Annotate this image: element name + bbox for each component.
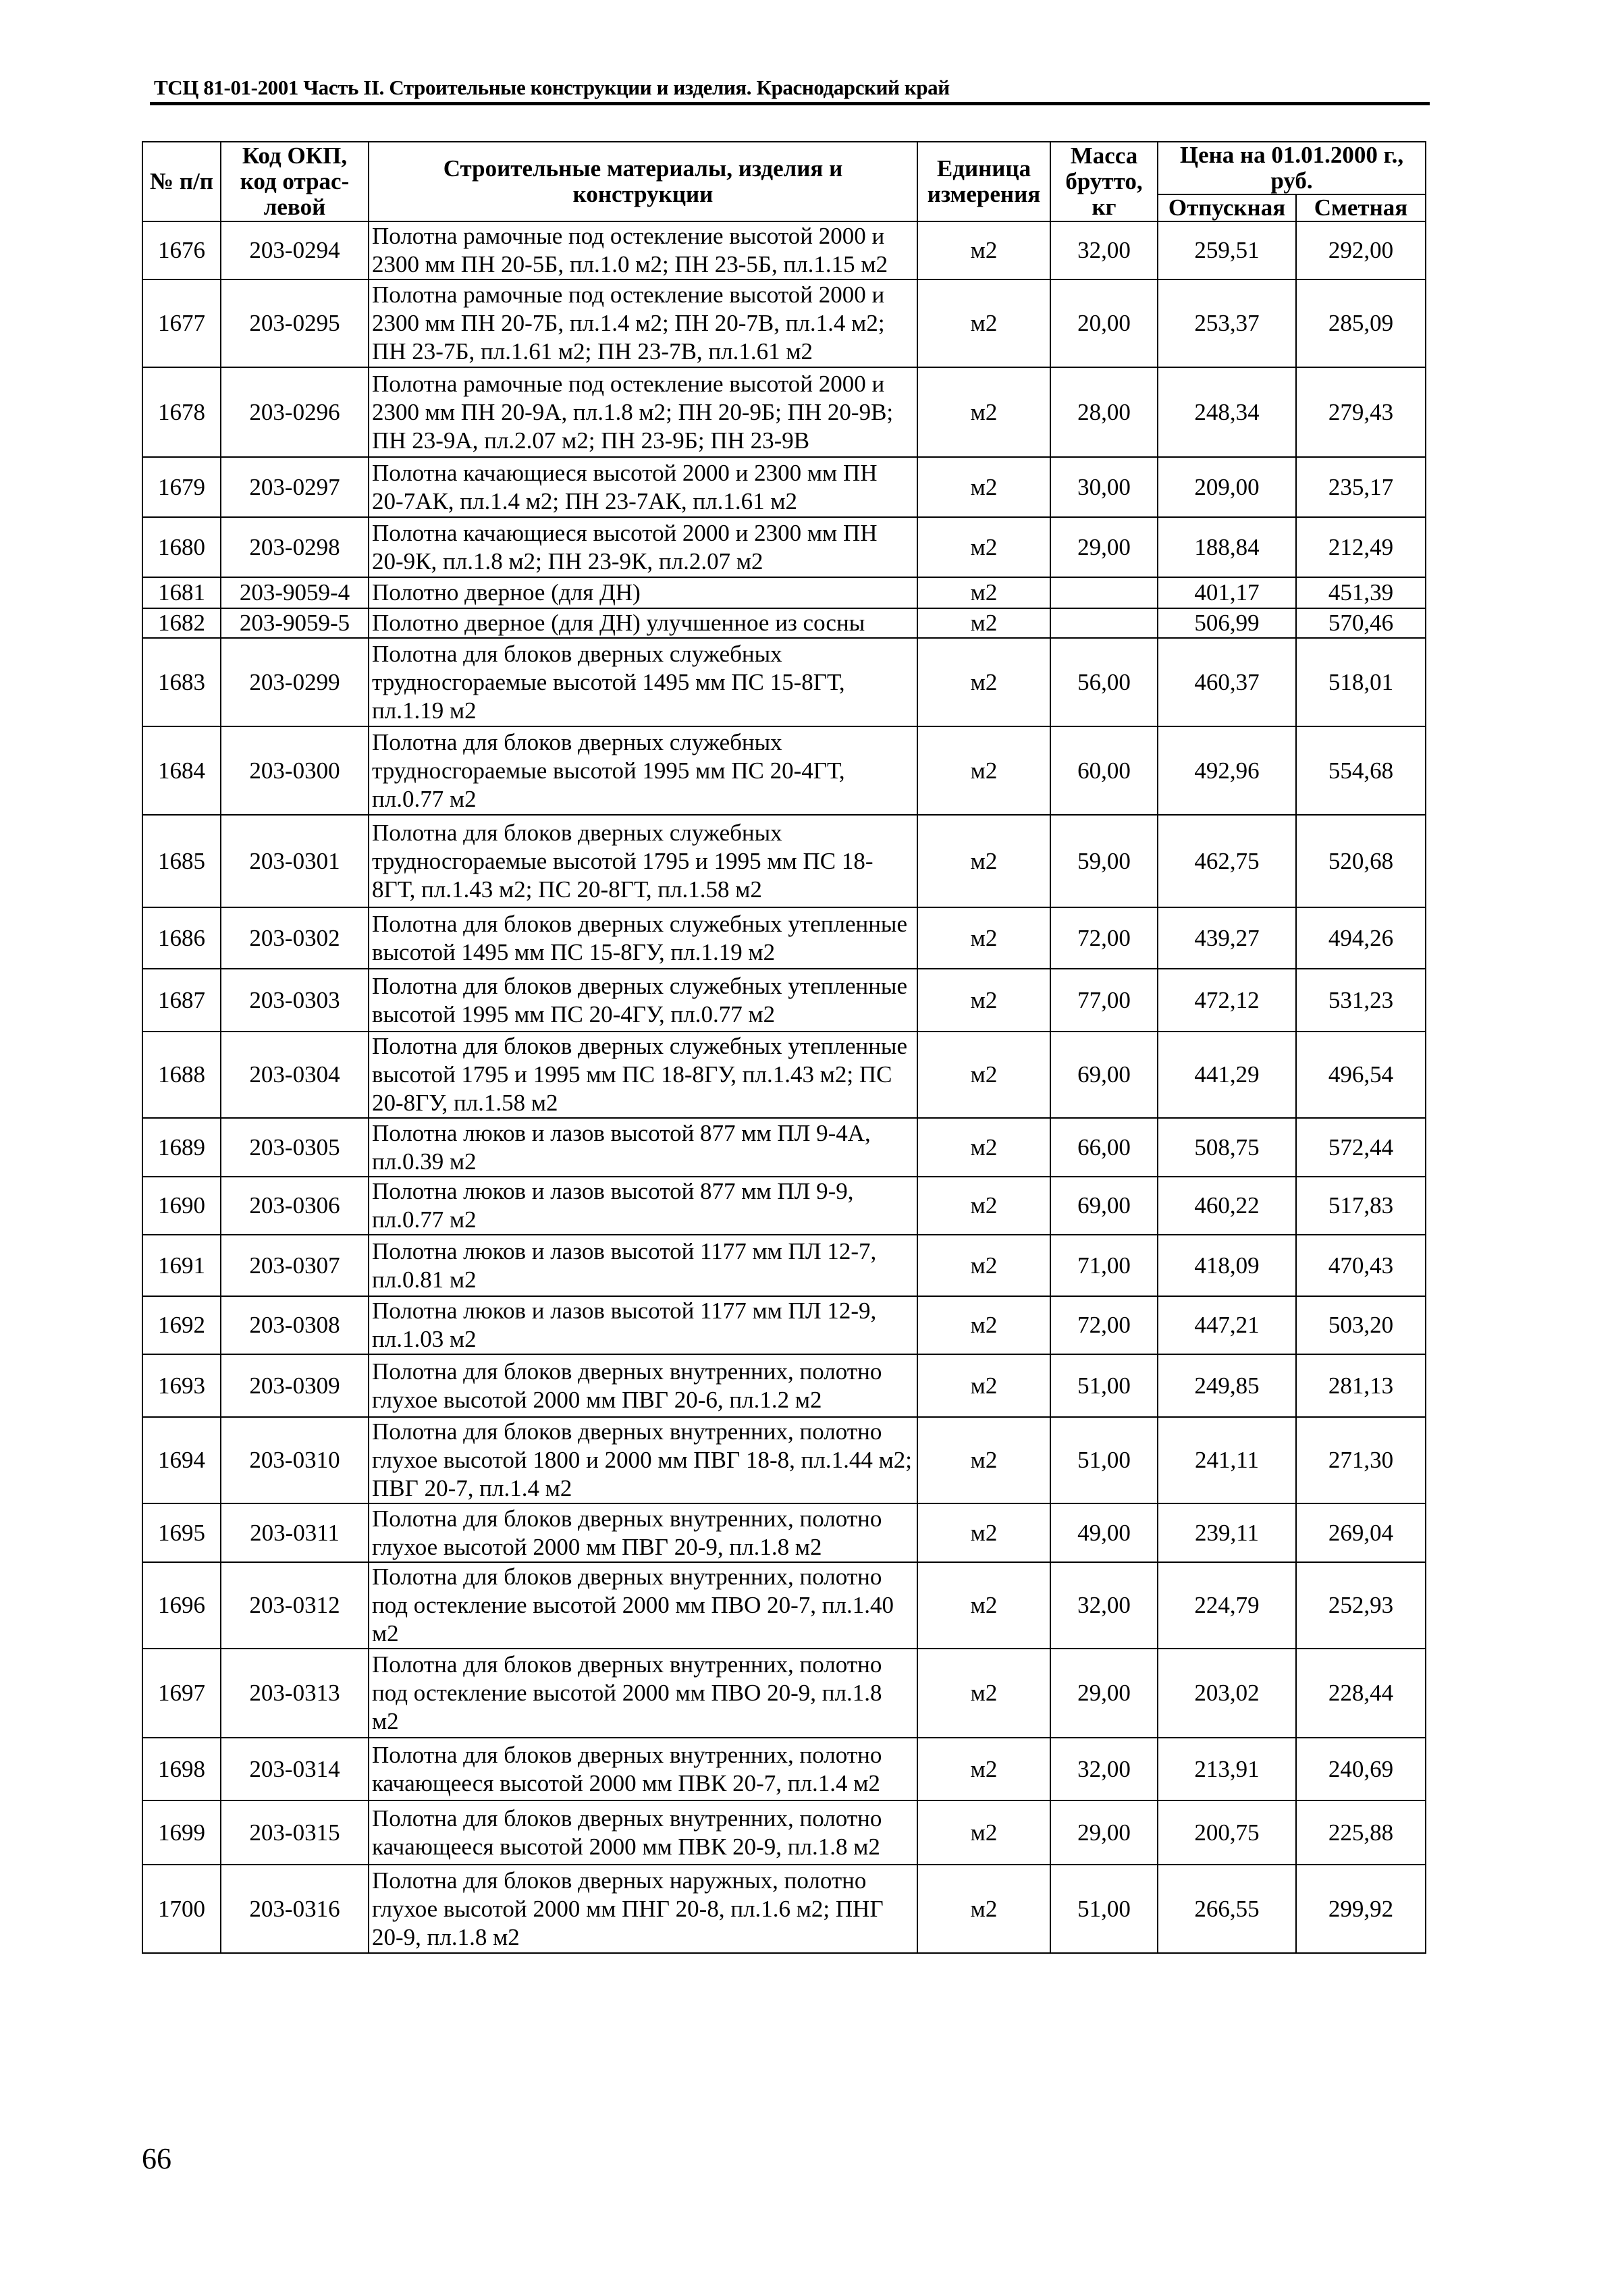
cell-unit: м2 — [917, 1032, 1050, 1118]
cell-price-smet: 503,20 — [1296, 1296, 1426, 1354]
cell-num: 1693 — [142, 1354, 221, 1417]
cell-price-smet: 531,23 — [1296, 969, 1426, 1032]
cell-price-smet: 235,17 — [1296, 457, 1426, 517]
cell-price-smet: 470,43 — [1296, 1235, 1426, 1296]
cell-price-smet: 228,44 — [1296, 1649, 1426, 1738]
cell-mass: 59,00 — [1050, 815, 1158, 907]
header-unit: Единица измерения — [917, 142, 1050, 221]
cell-mass: 28,00 — [1050, 367, 1158, 457]
cell-description: Полотна для блоков дверных служебных утепленные высотой 1995 мм ПС 20-4ГУ, пл.0.77 м2 — [369, 969, 917, 1032]
cell-price-otp: 418,09 — [1158, 1235, 1296, 1296]
cell-price-otp: 508,75 — [1158, 1118, 1296, 1177]
cell-num: 1678 — [142, 367, 221, 457]
cell-price-otp: 492,96 — [1158, 726, 1296, 815]
cell-code: 203-0315 — [221, 1800, 369, 1865]
table-row — [142, 1354, 1426, 1417]
cell-price-otp: 209,00 — [1158, 457, 1296, 517]
cell-code: 203-0298 — [221, 517, 369, 577]
cell-price-otp: 462,75 — [1158, 815, 1296, 907]
header-price-otp: Отпускная — [1158, 194, 1296, 221]
cell-description: Полотно дверное (для ДН) улучшенное из сосны — [369, 608, 917, 638]
cell-price-otp: 224,79 — [1158, 1562, 1296, 1649]
cell-price-smet: 520,68 — [1296, 815, 1426, 907]
table-row — [142, 1738, 1426, 1800]
cell-description: Полотна для блоков дверных внутренних, полотно глухое высотой 2000 мм ПВГ 20-9, пл.1.8 м2 — [369, 1503, 917, 1562]
cell-price-smet: 271,30 — [1296, 1417, 1426, 1503]
cell-mass — [1050, 608, 1158, 638]
cell-code: 203-0301 — [221, 815, 369, 907]
cell-description: Полотна люков и лазов высотой 877 мм ПЛ 9-4А, пл.0.39 м2 — [369, 1118, 917, 1177]
cell-code: 203-0295 — [221, 279, 369, 367]
header-price-smet: Сметная — [1296, 194, 1426, 221]
table-row — [142, 1118, 1426, 1177]
table-row — [142, 969, 1426, 1032]
cell-description: Полотна для блоков дверных внутренних, полотно глухое высотой 1800 и 2000 мм ПВГ 18-8, пл.1.44 м2; ПВГ 20-7, пл.1.4 м2 — [369, 1417, 917, 1503]
table-row — [142, 1032, 1426, 1118]
cell-price-otp: 241,11 — [1158, 1417, 1296, 1503]
header-mass: Масса брутто, кг — [1050, 142, 1158, 221]
cell-unit: м2 — [917, 1177, 1050, 1235]
cell-description: Полотна для блоков дверных служебных трудносгораемые высотой 1495 мм ПС 15-8ГТ, пл.1.19 м2 — [369, 638, 917, 726]
cell-code: 203-0316 — [221, 1865, 369, 1953]
cell-price-smet: 225,88 — [1296, 1800, 1426, 1865]
price-table — [142, 141, 1426, 1954]
cell-num: 1685 — [142, 815, 221, 907]
cell-description: Полотна люков и лазов высотой 1177 мм ПЛ 12-9, пл.1.03 м2 — [369, 1296, 917, 1354]
cell-description: Полотна рамочные под остекление высотой 2000 и 2300 мм ПН 20-7Б, пл.1.4 м2; ПН 20-7В, пл.1.4 м2; ПН 23-7Б, пл.1.61 м2; ПН 23-7В, пл.1.61 м2 — [369, 279, 917, 367]
cell-num: 1691 — [142, 1235, 221, 1296]
cell-mass: 72,00 — [1050, 1296, 1158, 1354]
cell-price-smet: 212,49 — [1296, 517, 1426, 577]
cell-code: 203-0300 — [221, 726, 369, 815]
cell-num: 1679 — [142, 457, 221, 517]
cell-unit: м2 — [917, 907, 1050, 969]
cell-price-smet: 269,04 — [1296, 1503, 1426, 1562]
cell-code: 203-0310 — [221, 1417, 369, 1503]
cell-unit: м2 — [917, 577, 1050, 608]
page-number: 66 — [142, 2142, 171, 2175]
cell-num: 1689 — [142, 1118, 221, 1177]
cell-mass: 51,00 — [1050, 1354, 1158, 1417]
page-header: ТСЦ 81-01-2001 Часть II. Строительные конструкции и изделия. Краснодарский край — [154, 76, 950, 99]
cell-description: Полотна для блоков дверных служебных утепленные высотой 1795 и 1995 мм ПС 18-8ГУ, пл.1.43 м2; ПС 20-8ГУ, пл.1.58 м2 — [369, 1032, 917, 1118]
cell-code: 203-0297 — [221, 457, 369, 517]
cell-mass — [1050, 577, 1158, 608]
cell-mass: 51,00 — [1050, 1417, 1158, 1503]
cell-mass: 30,00 — [1050, 457, 1158, 517]
cell-num: 1692 — [142, 1296, 221, 1354]
cell-mass: 20,00 — [1050, 279, 1158, 367]
cell-description: Полотна для блоков дверных внутренних, полотно под остекление высотой 2000 мм ПВО 20-9, пл.1.8 м2 — [369, 1649, 917, 1738]
cell-code: 203-0302 — [221, 907, 369, 969]
cell-price-otp: 200,75 — [1158, 1800, 1296, 1865]
cell-unit: м2 — [917, 608, 1050, 638]
header-code: Код ОКП, код отрас-левой — [221, 142, 369, 221]
cell-mass: 49,00 — [1050, 1503, 1158, 1562]
cell-code: 203-0313 — [221, 1649, 369, 1738]
cell-unit: м2 — [917, 279, 1050, 367]
cell-price-otp: 239,11 — [1158, 1503, 1296, 1562]
cell-num: 1677 — [142, 279, 221, 367]
cell-unit: м2 — [917, 1800, 1050, 1865]
cell-description: Полотна для блоков дверных служебных трудносгораемые высотой 1995 мм ПС 20-4ГТ, пл.0.77 м2 — [369, 726, 917, 815]
cell-price-otp: 248,34 — [1158, 367, 1296, 457]
cell-mass: 32,00 — [1050, 1562, 1158, 1649]
cell-num: 1682 — [142, 608, 221, 638]
cell-code: 203-0305 — [221, 1118, 369, 1177]
cell-unit: м2 — [917, 1865, 1050, 1953]
cell-price-smet: 517,83 — [1296, 1177, 1426, 1235]
cell-description: Полотна рамочные под остекление высотой 2000 и 2300 мм ПН 20-9А, пл.1.8 м2; ПН 20-9Б; ПН 20-9В; ПН 23-9А, пл.2.07 м2; ПН 23-9Б; ПН 23-9В — [369, 367, 917, 457]
cell-code: 203-0304 — [221, 1032, 369, 1118]
cell-num: 1686 — [142, 907, 221, 969]
cell-num: 1699 — [142, 1800, 221, 1865]
header-price: Цена на 01.01.2000 г., руб. — [1158, 142, 1426, 194]
cell-description: Полотна качающиеся высотой 2000 и 2300 мм ПН 20-7АК, пл.1.4 м2; ПН 23-7АК, пл.1.61 м2 — [369, 457, 917, 517]
cell-code: 203-0294 — [221, 221, 369, 279]
cell-mass: 77,00 — [1050, 969, 1158, 1032]
cell-description: Полотна для блоков дверных внутренних, полотно под остекление высотой 2000 мм ПВО 20-7, пл.1.40 м2 — [369, 1562, 917, 1649]
table-row — [142, 221, 1426, 279]
cell-code: 203-9059-4 — [221, 577, 369, 608]
cell-num: 1696 — [142, 1562, 221, 1649]
cell-description: Полотно дверное (для ДН) — [369, 577, 917, 608]
table-row — [142, 517, 1426, 577]
cell-unit: м2 — [917, 1235, 1050, 1296]
cell-num: 1700 — [142, 1865, 221, 1953]
cell-price-otp: 441,29 — [1158, 1032, 1296, 1118]
cell-num: 1697 — [142, 1649, 221, 1738]
cell-unit: м2 — [917, 457, 1050, 517]
cell-num: 1680 — [142, 517, 221, 577]
cell-price-smet: 240,69 — [1296, 1738, 1426, 1800]
cell-unit: м2 — [917, 1738, 1050, 1800]
table-row — [142, 1235, 1426, 1296]
cell-mass: 29,00 — [1050, 1649, 1158, 1738]
cell-code: 203-0307 — [221, 1235, 369, 1296]
cell-price-smet: 554,68 — [1296, 726, 1426, 815]
cell-price-smet: 292,00 — [1296, 221, 1426, 279]
cell-unit: м2 — [917, 815, 1050, 907]
cell-description: Полотна для блоков дверных служебных утепленные высотой 1495 мм ПС 15-8ГУ, пл.1.19 м2 — [369, 907, 917, 969]
cell-unit: м2 — [917, 1118, 1050, 1177]
cell-price-otp: 253,37 — [1158, 279, 1296, 367]
cell-num: 1684 — [142, 726, 221, 815]
cell-price-otp: 213,91 — [1158, 1738, 1296, 1800]
cell-code: 203-9059-5 — [221, 608, 369, 638]
cell-mass: 56,00 — [1050, 638, 1158, 726]
cell-code: 203-0308 — [221, 1296, 369, 1354]
cell-mass: 32,00 — [1050, 1738, 1158, 1800]
cell-description: Полотна рамочные под остекление высотой 2000 и 2300 мм ПН 20-5Б, пл.1.0 м2; ПН 23-5Б, пл.1.15 м2 — [369, 221, 917, 279]
cell-num: 1690 — [142, 1177, 221, 1235]
cell-unit: м2 — [917, 1562, 1050, 1649]
cell-unit: м2 — [917, 1503, 1050, 1562]
cell-price-otp: 460,37 — [1158, 638, 1296, 726]
table-row — [142, 1649, 1426, 1738]
cell-num: 1694 — [142, 1417, 221, 1503]
cell-price-otp: 472,12 — [1158, 969, 1296, 1032]
cell-code: 203-0303 — [221, 969, 369, 1032]
cell-mass: 51,00 — [1050, 1865, 1158, 1953]
table-row — [142, 367, 1426, 457]
cell-description: Полотна люков и лазов высотой 877 мм ПЛ 9-9, пл.0.77 м2 — [369, 1177, 917, 1235]
cell-price-smet: 494,26 — [1296, 907, 1426, 969]
cell-price-smet: 299,92 — [1296, 1865, 1426, 1953]
table-row — [142, 279, 1426, 367]
cell-code: 203-0311 — [221, 1503, 369, 1562]
cell-price-otp: 203,02 — [1158, 1649, 1296, 1738]
cell-description: Полотна качающиеся высотой 2000 и 2300 мм ПН 20-9К, пл.1.8 м2; ПН 23-9К, пл.2.07 м2 — [369, 517, 917, 577]
table-row — [142, 577, 1426, 608]
cell-mass: 32,00 — [1050, 221, 1158, 279]
cell-code: 203-0306 — [221, 1177, 369, 1235]
cell-num: 1688 — [142, 1032, 221, 1118]
table-row — [142, 1865, 1426, 1953]
cell-price-otp: 460,22 — [1158, 1177, 1296, 1235]
cell-unit: м2 — [917, 1354, 1050, 1417]
cell-description: Полотна для блоков дверных наружных, полотно глухое высотой 2000 мм ПНГ 20-8, пл.1.6 м2; ПНГ 20-9, пл.1.8 м2 — [369, 1865, 917, 1953]
cell-price-smet: 281,13 — [1296, 1354, 1426, 1417]
table-row — [142, 815, 1426, 907]
table-row — [142, 1800, 1426, 1865]
cell-price-otp: 447,21 — [1158, 1296, 1296, 1354]
cell-price-otp: 401,17 — [1158, 577, 1296, 608]
header-rule — [150, 102, 1430, 105]
header-material: Строительные материалы, изделия и конструкции — [369, 142, 917, 221]
cell-unit: м2 — [917, 221, 1050, 279]
cell-unit: м2 — [917, 638, 1050, 726]
table-body — [142, 221, 1426, 1953]
cell-num: 1676 — [142, 221, 221, 279]
table-row — [142, 457, 1426, 517]
cell-unit: м2 — [917, 1296, 1050, 1354]
cell-price-smet: 285,09 — [1296, 279, 1426, 367]
cell-code: 203-0312 — [221, 1562, 369, 1649]
cell-code: 203-0309 — [221, 1354, 369, 1417]
cell-unit: м2 — [917, 367, 1050, 457]
cell-mass: 69,00 — [1050, 1032, 1158, 1118]
cell-price-otp: 266,55 — [1158, 1865, 1296, 1953]
cell-description: Полотна для блоков дверных внутренних, полотно качающееся высотой 2000 мм ПВК 20-9, пл.1.8 м2 — [369, 1800, 917, 1865]
cell-num: 1698 — [142, 1738, 221, 1800]
table-row — [142, 1562, 1426, 1649]
cell-unit: м2 — [917, 726, 1050, 815]
cell-price-smet: 518,01 — [1296, 638, 1426, 726]
table-row — [142, 608, 1426, 638]
cell-mass: 66,00 — [1050, 1118, 1158, 1177]
cell-mass: 69,00 — [1050, 1177, 1158, 1235]
header-num: № п/п — [142, 142, 221, 221]
cell-num: 1683 — [142, 638, 221, 726]
table-row — [142, 1177, 1426, 1235]
cell-code: 203-0299 — [221, 638, 369, 726]
cell-unit: м2 — [917, 517, 1050, 577]
cell-description: Полотна для блоков дверных служебных трудносгораемые высотой 1795 и 1995 мм ПС 18-8ГТ, пл.1.43 м2; ПС 20-8ГТ, пл.1.58 м2 — [369, 815, 917, 907]
table-row — [142, 638, 1426, 726]
table-row — [142, 1296, 1426, 1354]
table-row — [142, 1417, 1426, 1503]
cell-price-otp: 188,84 — [1158, 517, 1296, 577]
table-row — [142, 726, 1426, 815]
cell-price-smet: 570,46 — [1296, 608, 1426, 638]
cell-price-otp: 249,85 — [1158, 1354, 1296, 1417]
cell-description: Полотна для блоков дверных внутренних, полотно глухое высотой 2000 мм ПВГ 20-6, пл.1.2 м2 — [369, 1354, 917, 1417]
cell-price-smet: 572,44 — [1296, 1118, 1426, 1177]
cell-price-smet: 496,54 — [1296, 1032, 1426, 1118]
cell-mass: 72,00 — [1050, 907, 1158, 969]
cell-mass: 60,00 — [1050, 726, 1158, 815]
table-row — [142, 907, 1426, 969]
cell-price-smet: 451,39 — [1296, 577, 1426, 608]
cell-code: 203-0296 — [221, 367, 369, 457]
cell-mass: 29,00 — [1050, 1800, 1158, 1865]
cell-price-otp: 506,99 — [1158, 608, 1296, 638]
cell-price-otp: 259,51 — [1158, 221, 1296, 279]
cell-unit: м2 — [917, 1649, 1050, 1738]
cell-num: 1681 — [142, 577, 221, 608]
cell-unit: м2 — [917, 969, 1050, 1032]
cell-description: Полотна люков и лазов высотой 1177 мм ПЛ 12-7, пл.0.81 м2 — [369, 1235, 917, 1296]
cell-price-otp: 439,27 — [1158, 907, 1296, 969]
cell-price-smet: 252,93 — [1296, 1562, 1426, 1649]
table-row — [142, 1503, 1426, 1562]
cell-mass: 29,00 — [1050, 517, 1158, 577]
cell-code: 203-0314 — [221, 1738, 369, 1800]
cell-num: 1695 — [142, 1503, 221, 1562]
cell-description: Полотна для блоков дверных внутренних, полотно качающееся высотой 2000 мм ПВК 20-7, пл.1.4 м2 — [369, 1738, 917, 1800]
cell-price-smet: 279,43 — [1296, 367, 1426, 457]
cell-unit: м2 — [917, 1417, 1050, 1503]
cell-num: 1687 — [142, 969, 221, 1032]
cell-mass: 71,00 — [1050, 1235, 1158, 1296]
